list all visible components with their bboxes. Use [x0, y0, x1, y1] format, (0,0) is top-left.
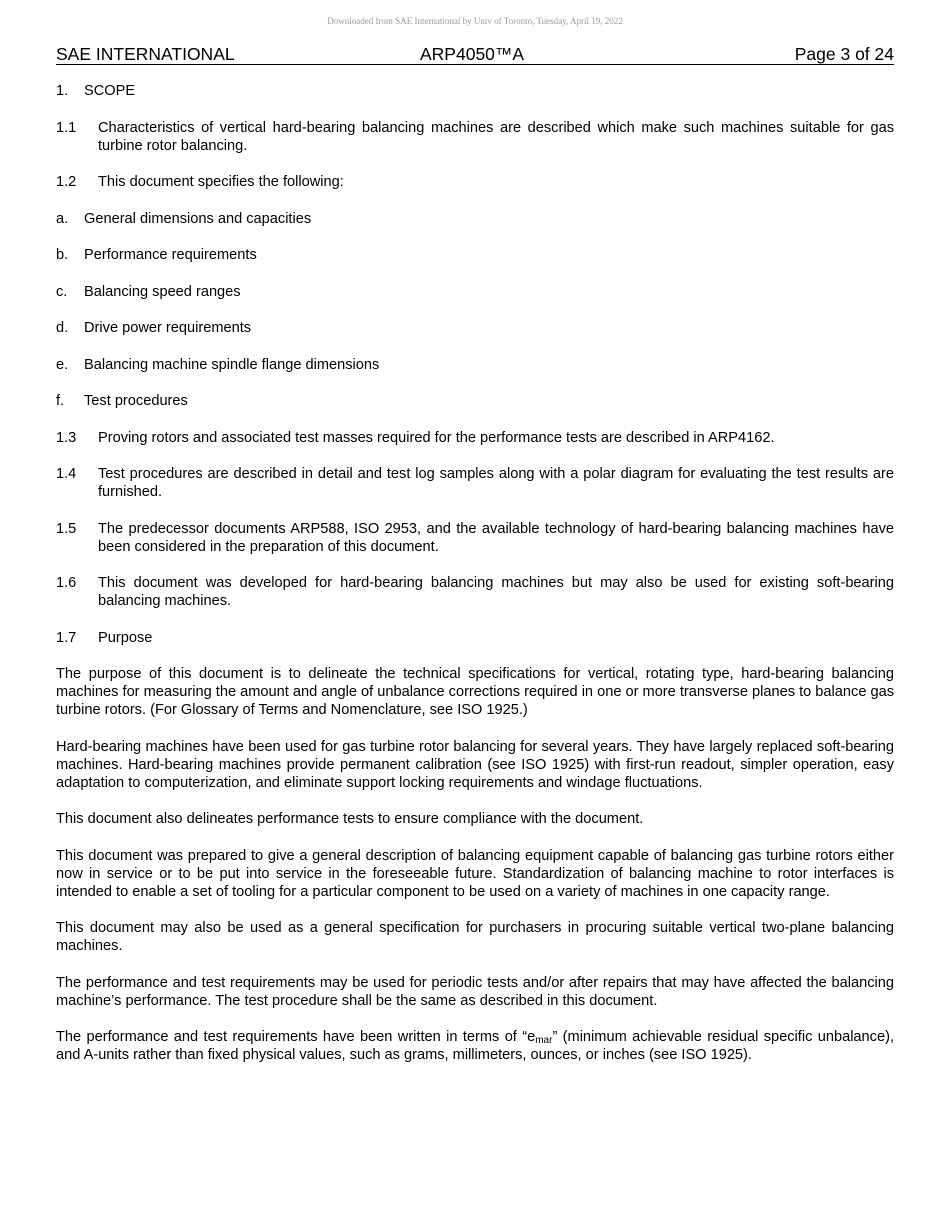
list-text: Test procedures [84, 393, 188, 409]
list-text: General dimensions and capacities [84, 210, 312, 227]
header-doc-number: ARP4050™A [420, 44, 525, 64]
list-letter: a. [56, 210, 69, 227]
list-item-e [56, 356, 894, 374]
list-item-a [56, 210, 894, 228]
list-letter: f. [56, 393, 65, 409]
list-item-f [56, 392, 894, 410]
section-1-1 [56, 119, 894, 155]
list-letter: e. [56, 356, 69, 373]
section-number: 1.7 [56, 629, 77, 646]
section-1-6 [56, 574, 894, 610]
section-text: Characteristics of vertical hard-bearing balancing machines are described which make such machines suitable for gas turbine rotor balancing. [98, 119, 894, 154]
section-text: Purpose [98, 629, 153, 646]
list-text: Balancing machine spindle flange dimensions [84, 356, 380, 373]
section-text: This document specifies the following: [98, 174, 344, 190]
section-number: 1.6 [56, 575, 77, 591]
paragraph-general-description: This document was prepared to give a general description of balancing equipment capable of balancing gas turbine rotors either now in service or to be put into service in the foreseeable future. Standardization of balancing machine to rotor interfaces is intended to enable a set of tooling for a particular component to be used on a variety of machines in one capacity range. [56, 847, 894, 900]
download-watermark: Downloaded from SAE International by Univ of Toronto, Tuesday, April 19, 2022 [327, 16, 623, 26]
paragraph-purpose: The purpose of this document is to delineate the technical specifications for vertical, rotating type, hard-bearing balancing machines for measuring the amount and angle of unbalance corrections required in one or more transverse planes to balance gas turbine rotors. (For Glossary of Terms and Nomenclature, see ISO 1925.) [56, 666, 895, 718]
paragraph-performance-tests: This document also delineates performance tests to ensure compliance with the document. [56, 811, 644, 827]
list-text: Performance requirements [84, 247, 257, 263]
section-number: 1.1 [56, 119, 77, 136]
list-letter: d. [56, 320, 69, 336]
document-body [56, 82, 894, 1064]
section-number: 1.3 [56, 429, 77, 446]
section-1-7 [56, 629, 894, 647]
section-title: SCOPE [84, 83, 136, 99]
header-page-number: Page 3 of 24 [794, 44, 894, 64]
section-number: 1. [56, 83, 69, 99]
section-text: Test procedures are described in detail and test log samples along with a polar diagram for evaluating the test results are furnished. [98, 466, 894, 500]
section-1-4 [56, 465, 894, 501]
section-text: The predecessor documents ARP588, ISO 2953, and the available technology of hard-bearing balancing machines have been considered in the preparation of this document. [98, 520, 894, 555]
paragraph-emar-units [56, 1028, 894, 1064]
list-letter: c. [56, 283, 68, 300]
section-number: 1.4 [56, 466, 77, 482]
section-text: Proving rotors and associated test masses required for the performance tests are described in ARP4162. [98, 429, 775, 446]
list-text: Drive power requirements [84, 320, 252, 336]
section-1-3 [56, 429, 894, 447]
paragraph-hard-bearing: Hard-bearing machines have been used for gas turbine rotor balancing for several years. They have largely replaced soft-bearing machines. Hard-bearing machines provide permanent calibration (see ISO 1925) with first-run readout, simpler operation, easy adaptation to computerization, and eliminate support locking requirements and windage fluctuations. [56, 738, 894, 791]
section-number: 1.5 [56, 520, 77, 537]
page-header [56, 44, 894, 65]
emar-text-before: The performance and test requirements have been written in terms of “e [56, 1029, 536, 1045]
list-item-d [56, 319, 894, 337]
section-1-5 [56, 520, 894, 556]
list-item-b [56, 246, 894, 264]
list-letter: b. [56, 247, 69, 263]
list-text: Balancing speed ranges [84, 283, 241, 300]
emar-text-after: ” (minimum achievable residual specific unbalance), and A-units rather than fixed physical values, such as grams, millimeters, ounces, or inches (see ISO 1925). [56, 1029, 894, 1063]
header-org: SAE INTERNATIONAL [56, 44, 235, 64]
paragraph-specification: This document may also be used as a general specification for purchasers in procuring suitable vertical two-plane balancing machines. [56, 920, 894, 954]
section-number: 1.2 [56, 174, 77, 190]
section-heading-scope [56, 82, 894, 100]
list-item-c [56, 283, 894, 301]
emar-subscript: mar [535, 1035, 553, 1046]
section-text: This document was developed for hard-bearing balancing machines but may also be used for existing soft-bearing balancing machines. [98, 575, 894, 609]
section-1-2 [56, 173, 894, 191]
paragraph-periodic-tests: The performance and test requirements may be used for periodic tests and/or after repairs that may have affected the balancing machine’s performance. The test procedure shall be the same as described in this document. [56, 974, 894, 1009]
